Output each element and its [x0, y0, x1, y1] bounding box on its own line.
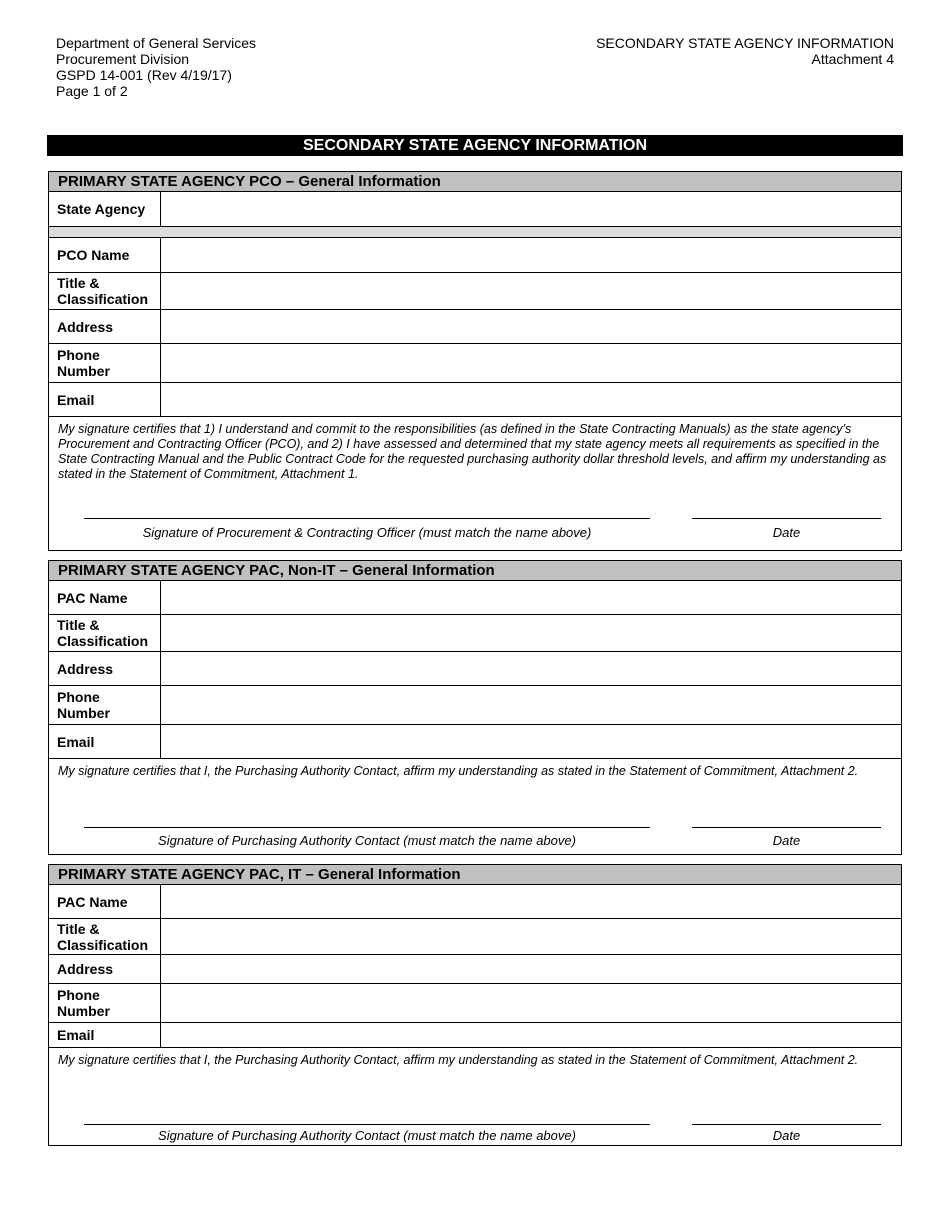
pco-certification-block [49, 417, 901, 552]
header-form-number: GSPD 14-001 (Rev 4/19/17) [56, 67, 232, 83]
pac-it-name-row [49, 885, 901, 919]
pac-it-section-title: PRIMARY STATE AGENCY PAC, IT – General Information [49, 865, 901, 885]
header-left [56, 35, 256, 99]
pco-address-row [49, 310, 901, 344]
pac-it-email-field[interactable] [161, 1023, 901, 1047]
pco-name-label: PCO Name [49, 238, 161, 272]
pac-nonit-phone-row [49, 686, 901, 725]
pco-section [48, 171, 902, 551]
pco-title-label: Title & Classification [57, 275, 149, 307]
pac-nonit-section [48, 560, 902, 855]
pco-title-field[interactable] [161, 273, 901, 309]
pco-phone-field[interactable] [161, 344, 901, 382]
pac-nonit-certification-text: My signature certifies that I, the Purchasing Authority Contact, affirm my understanding as stated in the Statement of Commitment, Attachment 2. [58, 764, 859, 778]
header-doc-title: SECONDARY STATE AGENCY INFORMATION [596, 35, 894, 51]
pac-nonit-email-row [49, 725, 901, 759]
header-division: Procurement Division [56, 51, 190, 67]
pac-nonit-title-field[interactable] [161, 615, 901, 651]
pco-section-title: PRIMARY STATE AGENCY PCO – General Information [49, 172, 901, 192]
pac-nonit-date-line[interactable] [692, 827, 881, 828]
pac-it-title-row [49, 919, 901, 955]
pac-nonit-signature-line[interactable] [84, 827, 650, 828]
pco-email-field[interactable] [161, 383, 901, 416]
pac-it-phone-label: Phone Number [57, 987, 110, 1019]
pac-it-date-label: Date [772, 1128, 801, 1143]
pac-it-name-label: PAC Name [49, 885, 161, 918]
pac-nonit-address-row [49, 652, 901, 686]
pco-email-label: Email [49, 383, 161, 416]
pco-date-line[interactable] [692, 518, 881, 519]
pac-it-certification-block [49, 1048, 901, 1151]
pac-it-date-line[interactable] [692, 1124, 881, 1125]
pac-it-section [48, 864, 902, 1146]
pco-title-row [49, 273, 901, 310]
pco-name-row [49, 238, 901, 273]
pco-address-label: Address [49, 310, 161, 343]
pac-nonit-name-row [49, 581, 901, 615]
pac-it-signature-label: Signature of Purchasing Authority Contact (must match the name above) [158, 1128, 576, 1143]
pac-nonit-name-field[interactable] [161, 581, 901, 614]
pac-it-phone-row [49, 984, 901, 1023]
pco-signature-label: Signature of Procurement & Contracting Officer (must match the name above) [142, 525, 592, 540]
pac-nonit-name-label: PAC Name [49, 581, 161, 614]
pac-it-email-label: Email [49, 1023, 161, 1047]
pac-nonit-phone-field[interactable] [161, 686, 901, 724]
pac-nonit-date-label: Date [772, 833, 801, 848]
pco-email-row [49, 383, 901, 417]
pac-it-email-row [49, 1023, 901, 1048]
pac-nonit-address-field[interactable] [161, 652, 901, 685]
pac-nonit-title-label: Title & Classification [57, 617, 149, 649]
pco-signature-line[interactable] [84, 518, 650, 519]
pac-it-signature-line[interactable] [84, 1124, 650, 1125]
pac-it-phone-field[interactable] [161, 984, 901, 1022]
pac-it-title-label: Title & Classification [57, 920, 149, 953]
pac-nonit-signature-label: Signature of Purchasing Authority Contact (must match the name above) [158, 833, 576, 848]
pco-phone-label: Phone Number [57, 347, 110, 379]
pac-nonit-certification-block [49, 759, 901, 860]
state-agency-field[interactable] [161, 192, 901, 226]
pac-nonit-address-label: Address [49, 652, 161, 685]
pac-it-address-label: Address [49, 955, 161, 983]
pco-certification-text: My signature certifies that 1) I understand and commit to the responsibilities (as defined in the State Contracting Manuals) as the state agency’s Procurement and Contracting Officer (PCO), and 2) I have assessed and determined that my state agency meets all requirements as specified in the State Contracting Manual and the Public Contract Code for the requested purchasing authority dollar threshold levels, and affirm my understanding as stated in the Statement of Commitment, Attachment 1. [58, 422, 887, 481]
page-title: SECONDARY STATE AGENCY INFORMATION [47, 135, 903, 156]
pac-nonit-email-label: Email [49, 725, 161, 758]
state-agency-label: State Agency [49, 192, 161, 226]
pac-it-address-field[interactable] [161, 955, 901, 983]
pac-nonit-section-title: PRIMARY STATE AGENCY PAC, Non-IT – General Information [49, 561, 901, 581]
pac-nonit-phone-label: Phone Number [57, 689, 110, 721]
header-page-number: Page 1 of 2 [56, 83, 128, 99]
pac-it-address-row [49, 955, 901, 984]
pco-address-field[interactable] [161, 310, 901, 343]
pco-phone-row [49, 344, 901, 383]
header-attachment: Attachment 4 [811, 51, 894, 67]
state-agency-row [49, 192, 901, 227]
section-divider [49, 227, 901, 238]
pac-it-title-field[interactable] [161, 919, 901, 954]
header-department: Department of General Services [56, 35, 256, 51]
header-right [596, 35, 894, 67]
pco-name-field[interactable] [161, 238, 901, 272]
pac-nonit-title-row [49, 615, 901, 652]
pco-date-label: Date [772, 525, 801, 540]
pac-nonit-email-field[interactable] [161, 725, 901, 758]
pac-it-certification-text: My signature certifies that I, the Purchasing Authority Contact, affirm my understanding as stated in the Statement of Commitment, Attachment 2. [58, 1053, 859, 1067]
pac-it-name-field[interactable] [161, 885, 901, 918]
